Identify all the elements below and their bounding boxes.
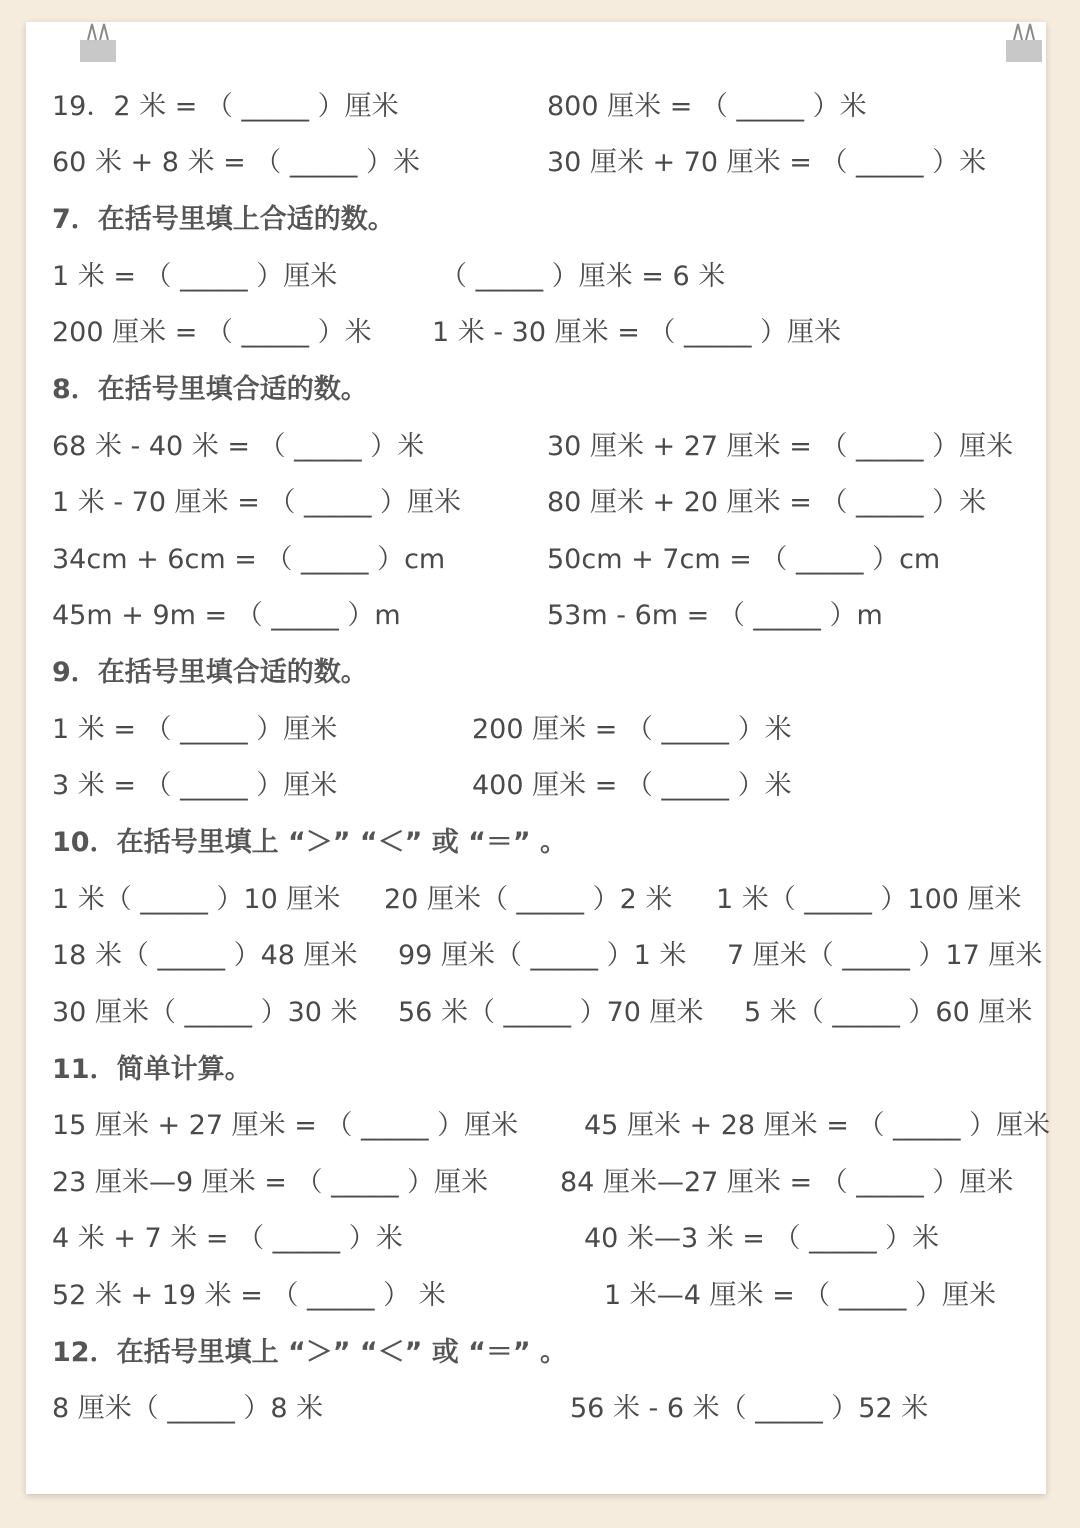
exercise-item[interactable]: 7 厘米（ _____ ）17 厘米 (727, 940, 1043, 971)
exercise-item[interactable]: 400 厘米 = （ _____ ）米 (472, 770, 792, 801)
exercise-item[interactable]: 5 米（ _____ ）60 厘米 (744, 997, 1033, 1028)
worksheet-page (26, 22, 1051, 1494)
exercise-item[interactable]: 1 米（ _____ ）100 厘米 (716, 884, 1022, 915)
question-heading: 8．在括号里填合适的数。 (52, 374, 368, 405)
exercise-row (52, 710, 1032, 750)
question-heading: 10．在括号里填上 “＞” “＜” 或 “＝” 。 (52, 827, 568, 858)
exercise-row (52, 1389, 1032, 1429)
exercise-item[interactable]: 40 米—3 米 = （ _____ ）米 (584, 1223, 940, 1254)
exercise-item[interactable]: 56 米（ _____ ）70 厘米 (398, 997, 704, 1028)
exercise-item[interactable]: 4 米 + 7 米 = （ _____ ）米 (52, 1223, 403, 1254)
exercise-item[interactable]: 68 米 - 40 米 = （ _____ ）米 (52, 431, 425, 462)
exercise-item[interactable]: 1 米 - 30 厘米 = （ _____ ）厘米 (432, 317, 842, 348)
exercise-item[interactable]: 1 米 - 70 厘米 = （ _____ ）厘米 (52, 487, 462, 518)
exercise-item[interactable]: 50cm + 7cm = （ _____ ）cm (547, 544, 941, 575)
question-heading: 11．简单计算。 (52, 1054, 252, 1085)
exercise-row (52, 257, 1032, 297)
exercise-item[interactable]: 3 米 = （ _____ ）厘米 (52, 770, 338, 801)
exercise-row (52, 483, 1032, 523)
exercise-item[interactable]: 45m + 9m = （ _____ ）m (52, 600, 401, 631)
exercise-item[interactable]: 18 米（ _____ ）48 厘米 (52, 940, 358, 971)
exercise-item[interactable]: 200 厘米 = （ _____ ）米 (52, 317, 372, 348)
exercise-item[interactable]: 1 米 = （ _____ ）厘米 (52, 261, 338, 292)
exercise-item[interactable]: 80 厘米 + 20 厘米 = （ _____ ）米 (547, 487, 987, 518)
exercise-row (52, 880, 1032, 920)
exercise-item[interactable]: 20 厘米（ _____ ）2 米 (384, 884, 673, 915)
exercise-row (52, 87, 1032, 127)
exercise-item[interactable]: 1 米（ _____ ）10 厘米 (52, 884, 341, 915)
exercise-row (52, 596, 1032, 636)
exercise-item[interactable]: 1 米—4 厘米 = （ _____ ）厘米 (604, 1280, 996, 1311)
question-heading: 7．在括号里填上合适的数。 (52, 204, 395, 235)
exercise-row (52, 1106, 1051, 1146)
exercise-item[interactable]: 200 厘米 = （ _____ ）米 (472, 714, 792, 745)
exercise-row (52, 936, 1043, 976)
exercise-row (52, 766, 1032, 806)
binder-clip-icon (76, 22, 120, 66)
exercise-item[interactable]: 99 厘米（ _____ ）1 米 (398, 940, 687, 971)
exercise-item[interactable]: 30 厘米 + 27 厘米 = （ _____ ）厘米 (547, 431, 1014, 462)
exercise-row (52, 540, 1032, 580)
exercise-item[interactable]: 800 厘米 = （ _____ ）米 (547, 91, 867, 122)
question-heading: 12．在括号里填上 “＞” “＜” 或 “＝” 。 (52, 1337, 568, 1368)
exercise-row (52, 313, 1032, 353)
exercise-row (52, 427, 1032, 467)
exercise-row (52, 143, 1032, 183)
exercise-row (52, 993, 1032, 1033)
exercise-item[interactable]: 19．2 米 = （ _____ ）厘米 (52, 91, 399, 122)
exercise-row (52, 1276, 1032, 1316)
question-heading: 9．在括号里填合适的数。 (52, 657, 368, 688)
exercise-item[interactable]: 45 厘米 + 28 厘米 = （ _____ ）厘米 (584, 1110, 1051, 1141)
exercise-item[interactable]: 53m - 6m = （ _____ ）m (547, 600, 883, 631)
exercise-item[interactable]: 56 米 - 6 米（ _____ ）52 米 (570, 1393, 929, 1424)
exercise-item[interactable]: 52 米 + 19 米 = （ _____ ） 米 (52, 1280, 446, 1311)
exercise-item[interactable]: 1 米 = （ _____ ）厘米 (52, 714, 338, 745)
exercise-item[interactable]: 30 厘米（ _____ ）30 米 (52, 997, 358, 1028)
exercise-item[interactable]: 34cm + 6cm = （ _____ ）cm (52, 544, 446, 575)
exercise-item[interactable]: 84 厘米—27 厘米 = （ _____ ）厘米 (560, 1167, 1014, 1198)
exercise-item[interactable]: 30 厘米 + 70 厘米 = （ _____ ）米 (547, 147, 987, 178)
exercise-item[interactable]: （ _____ ）厘米 = 6 米 (440, 261, 726, 292)
exercise-row (52, 1163, 1032, 1203)
exercise-item[interactable]: 60 米 + 8 米 = （ _____ ）米 (52, 147, 420, 178)
binder-clip-icon (1002, 22, 1046, 66)
exercise-item[interactable]: 23 厘米—9 厘米 = （ _____ ）厘米 (52, 1167, 489, 1198)
exercise-row (52, 1219, 1032, 1259)
exercise-item[interactable]: 15 厘米 + 27 厘米 = （ _____ ）厘米 (52, 1110, 519, 1141)
exercise-item[interactable]: 8 厘米（ _____ ）8 米 (52, 1393, 324, 1424)
